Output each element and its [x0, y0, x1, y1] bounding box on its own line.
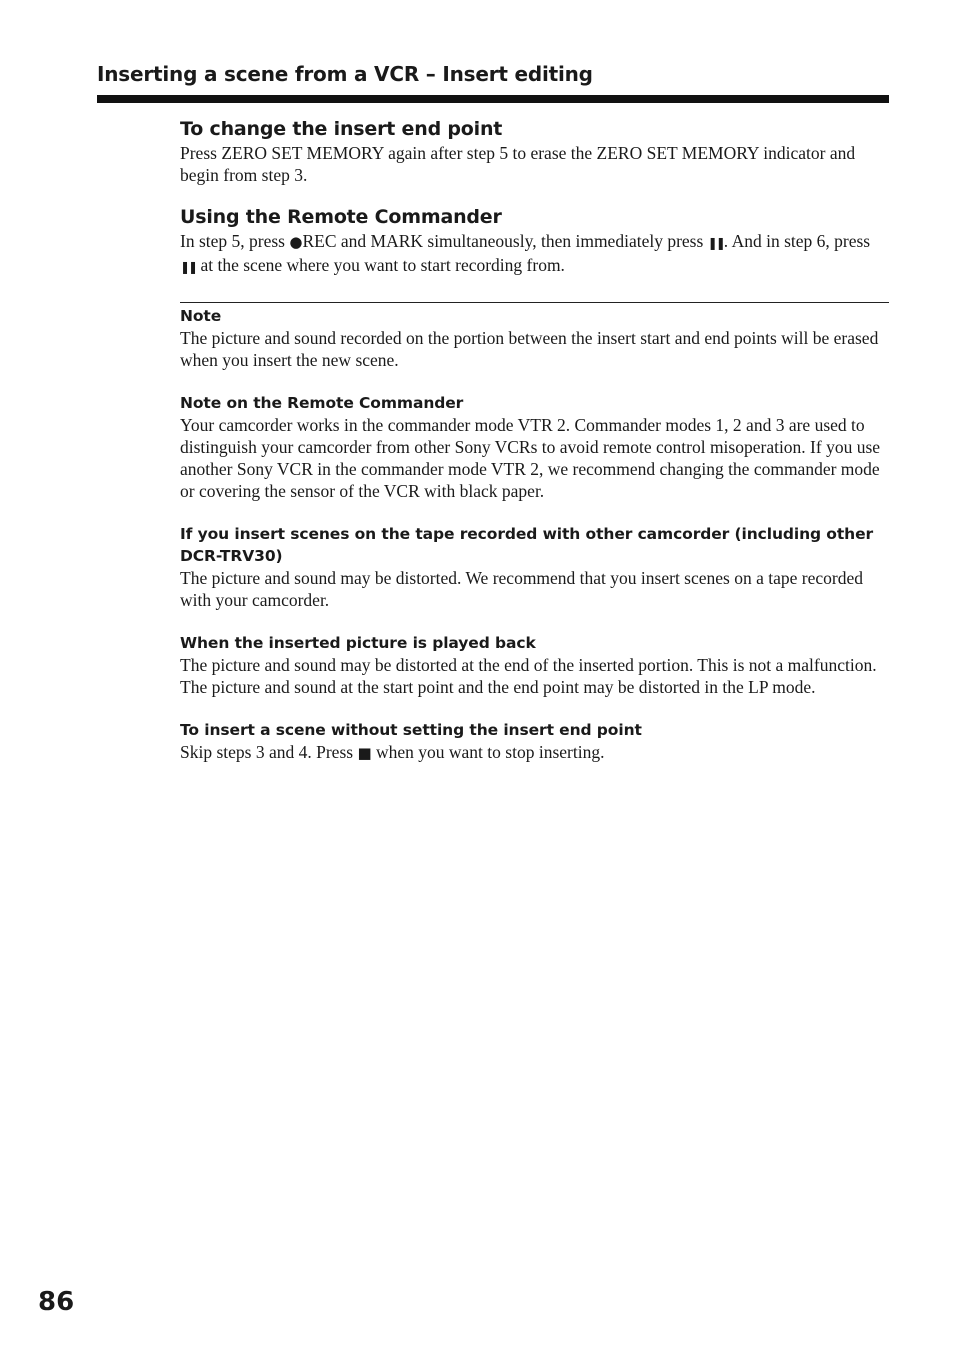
section-title-remote: Using the Remote Commander [180, 206, 502, 228]
section-title-change-end: To change the insert end point [180, 118, 503, 140]
header-rule [97, 95, 889, 103]
without-end-text-2: when you want to stop inserting. [371, 742, 605, 762]
main-content [180, 116, 889, 764]
remote-text-2: REC and MARK simultaneously, then immediately press [302, 231, 708, 251]
pause-icon-2: ❚❚ [180, 260, 197, 274]
without-end-text-1: Skip steps 3 and 4. Press [180, 742, 358, 762]
note-title: Note [180, 307, 222, 325]
note-body: The picture and sound recorded on the portion between the insert start and end points will be erased when you insert the new scene. [180, 328, 879, 370]
note-other-camcorder-title: If you insert scenes on the tape recorded with other camcorder (including other DCR-TRV30) [180, 525, 874, 565]
note-without-end-body [180, 741, 889, 764]
note-without-end-title: To insert a scene without setting the insert end point [180, 721, 642, 739]
remote-text-1: In step 5, press [180, 231, 290, 251]
section-body-change-end: Press ZERO SET MEMORY again after step 5 to erase the ZERO SET MEMORY indicator and begin from step 3. [180, 143, 856, 185]
note-other-camcorder-body: The picture and sound may be distorted. We recommend that you insert scenes on a tape recorded with your camcorder. [180, 568, 863, 610]
note-remote-body: Your camcorder works in the commander mode VTR 2. Commander modes 1, 2 and 3 are used to distinguish your camcorder from other Sony VCRs to avoid remote control misoperation. If you use another Sony VCR in the commander mode VTR 2, we recommend changing the commander mode or covering the sensor of the VCR with black paper. [180, 415, 881, 501]
pause-icon: ❚❚ [707, 236, 724, 250]
note-played-back-body-1: The picture and sound may be distorted at the end of the inserted portion. This is not a malfunction. [180, 655, 877, 675]
note-remote-title: Note on the Remote Commander [180, 394, 464, 412]
page-number: 86 [38, 1287, 75, 1317]
note-divider [180, 302, 889, 303]
note-played-back-body-2: The picture and sound at the start point and the end point may be distorted in the LP mode. [180, 677, 816, 697]
remote-text-4: at the scene where you want to start recording from. [196, 255, 565, 275]
page-header-title: Inserting a scene from a VCR – Insert editing [97, 62, 593, 86]
section-body-remote [180, 230, 889, 278]
note-played-back-title: When the inserted picture is played back [180, 634, 536, 652]
stop-icon: ■ [357, 744, 372, 762]
rec-icon: ● [289, 233, 303, 251]
remote-text-3: . And in step 6, press [723, 231, 871, 251]
